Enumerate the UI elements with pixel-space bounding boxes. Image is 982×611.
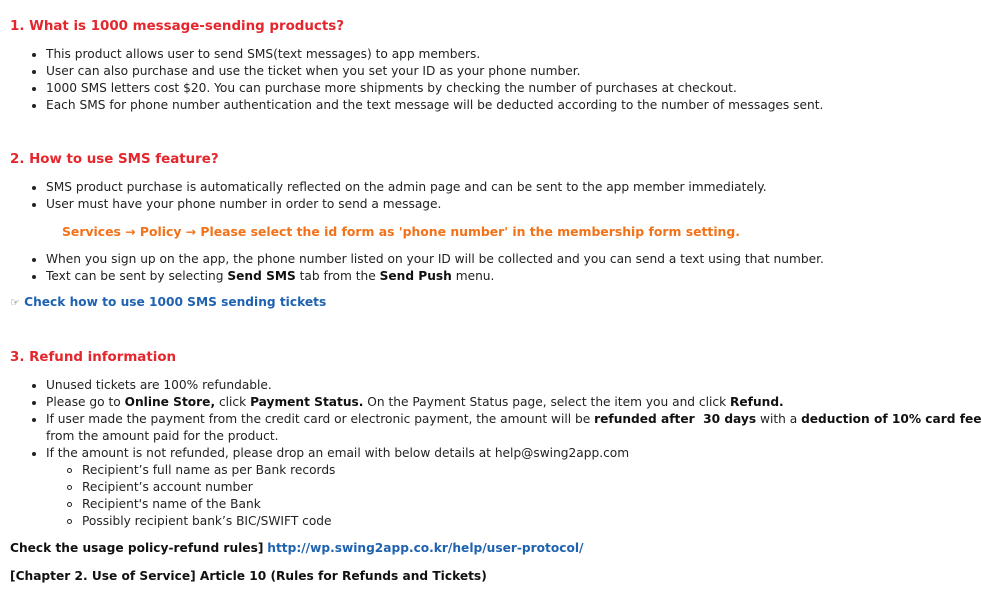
policy-setting-note: Services → Policy → Please select the id form as 'phone number' in the membership form setting. [62,224,740,239]
circle-bullet-icon [67,468,72,473]
card-fee-label: deduction of 10% card fee [801,412,982,426]
chapter-reference: [Chapter 2. Use of Service] Article 10 (Rules for Refunds and Tickets) [10,569,487,583]
bullet-icon [32,401,36,405]
circle-bullet-icon [67,502,72,507]
sms-tickets-guide-link[interactable]: ☞ Check how to use 1000 SMS sending tickets [10,295,327,309]
circle-bullet-icon [67,519,72,524]
circle-bullet-icon [67,485,72,490]
online-store-label: Online Store, [124,395,216,409]
send-sms-label: Send SMS [227,269,296,283]
section-3-heading: 3. Refund information [10,350,177,365]
send-push-label: Send Push [379,269,452,283]
pointing-hand-icon: ☞ [10,296,20,309]
bullet-icon [32,186,36,190]
bullet-icon [32,104,36,108]
section-1-heading: 1. What is 1000 message-sending products? [10,19,344,34]
refund-period-label: refunded after 30 days [594,412,757,426]
bullet-icon [32,258,36,262]
policy-label: Check the usage policy-refund rules] [10,541,264,555]
section-2-heading: 2. How to use SMS feature? [10,152,219,167]
policy-line [10,541,583,555]
bullet-icon [32,452,36,456]
user-protocol-link[interactable]: http://wp.swing2app.co.kr/help/user-protocol/ [267,541,584,555]
bullet-icon [32,203,36,207]
bullet-icon [32,53,36,57]
payment-status-label: Payment Status. [250,395,364,409]
bullet-icon [32,70,36,74]
bullet-icon [32,418,36,422]
bullet-icon [32,87,36,91]
bullet-icon [32,384,36,388]
refund-label: Refund. [730,395,784,409]
bullet-icon [32,275,36,279]
